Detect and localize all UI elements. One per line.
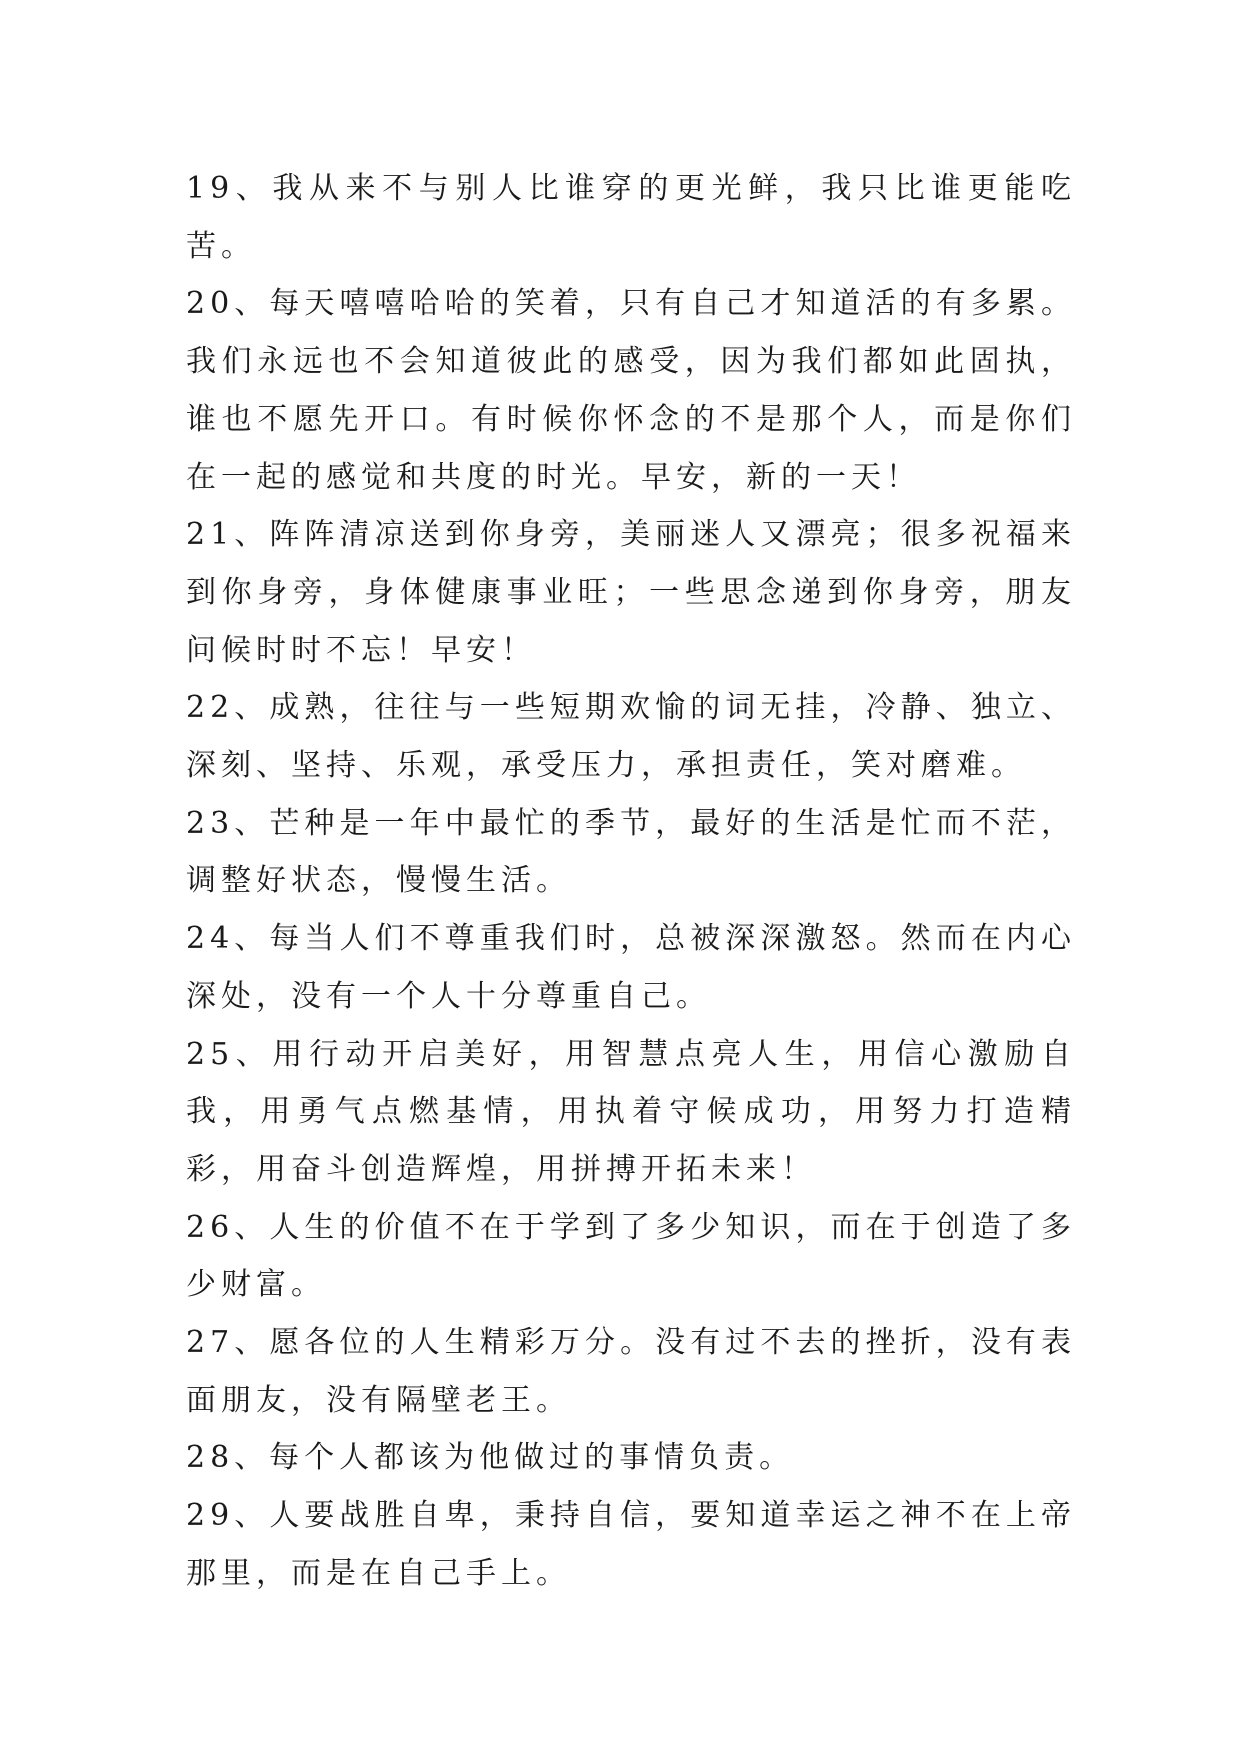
list-item: 27、愿各位的人生精彩万分。没有过不去的挫折，没有表面朋友，没有隔壁老王。: [186, 1325, 1076, 1418]
list-item: 22、成熟，往往与一些短期欢愉的词无挂，冷静、独立、深刻、坚持、乐观，承受压力，承担责任，笑对磨难。: [186, 690, 1076, 784]
document-body: [186, 160, 1076, 1603]
list-item: 25、用行动开启美好，用智慧点亮人生，用信心激励自我，用勇气点燃基情，用执着守候成功，用努力打造精彩，用奋斗创造辉煌，用拼搏开拓未来！: [186, 1036, 1076, 1187]
list-item: 19、我从来不与别人比谁穿的更光鲜，我只比谁更能吃苦。: [186, 171, 1076, 264]
list-item: 29、人要战胜自卑，秉持自信，要知道幸运之神不在上帝那里，而是在自己手上。: [186, 1498, 1076, 1591]
list-item: 26、人生的价值不在于学到了多少知识，而在于创造了多少财富。: [186, 1209, 1076, 1303]
list-item: 21、阵阵清凉送到你身旁，美丽迷人又漂亮；很多祝福来到你身旁，身体健康事业旺；一些思念递到你身旁，朋友问候时时不忘！早安！: [186, 517, 1076, 668]
list-item: 23、芒种是一年中最忙的季节，最好的生活是忙而不茫，调整好状态，慢慢生活。: [186, 805, 1076, 899]
list-item: 24、每当人们不尊重我们时，总被深深激怒。然而在内心深处，没有一个人十分尊重自己。: [186, 921, 1076, 1014]
list-item: 28、每个人都该为他做过的事情负责。: [186, 1440, 795, 1476]
list-item: 20、每天嘻嘻哈哈的笑着，只有自己才知道活的有多累。我们永远也不会知道彼此的感受，因为我们都如此固执，谁也不愿先开口。有时候你怀念的不是那个人，而是你们在一起的感觉和共度的时光。早安，新的一天！: [186, 286, 1076, 495]
